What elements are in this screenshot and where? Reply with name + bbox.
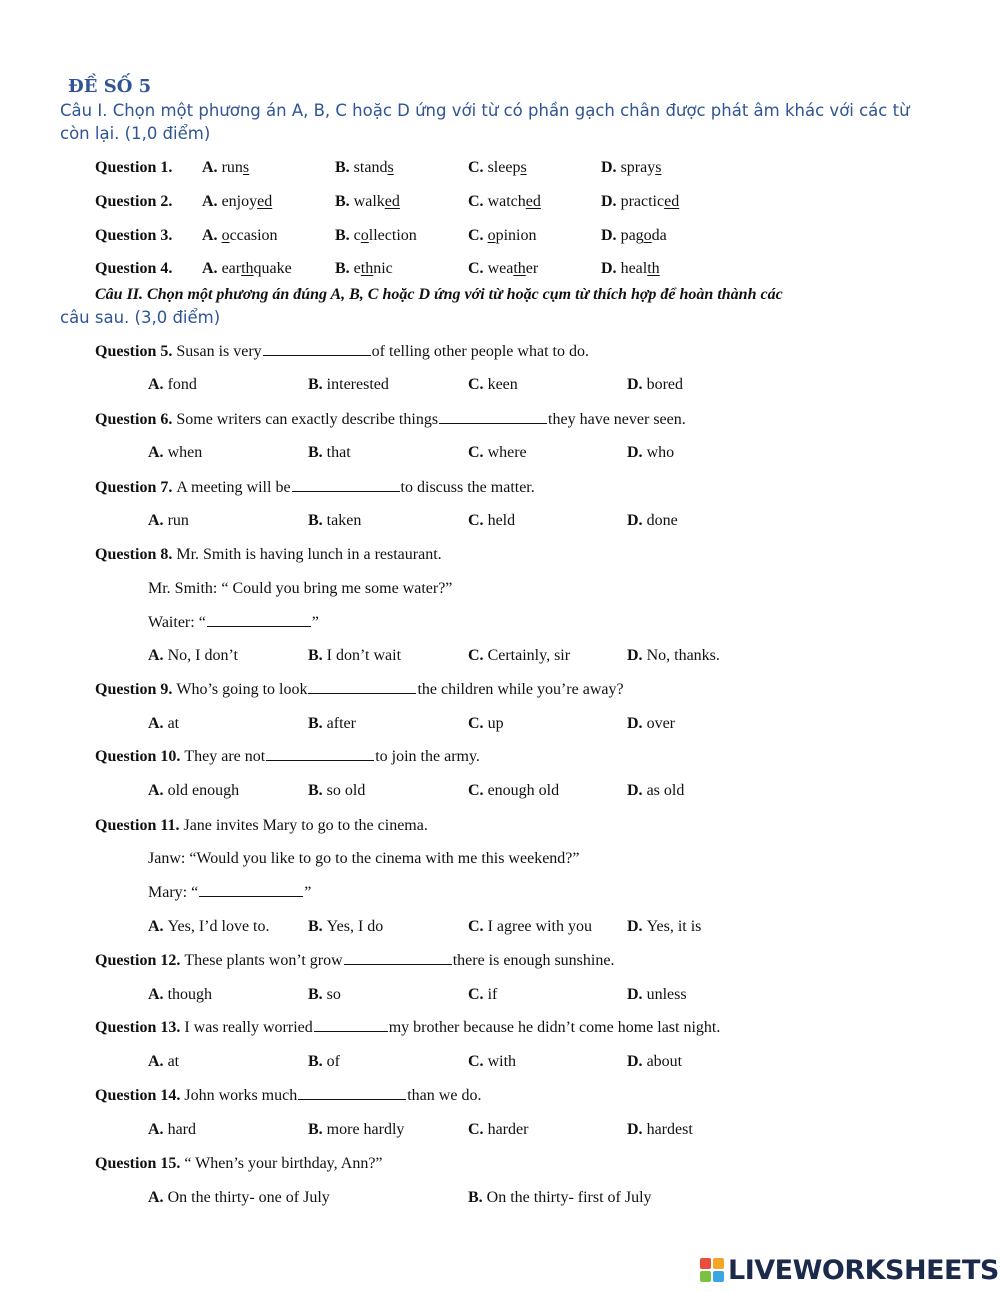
question-text-before: These plants won’t grow	[184, 952, 343, 969]
question-line	[95, 1153, 383, 1175]
question-text-after: of telling other people what to do.	[371, 343, 589, 360]
option-text: over	[646, 715, 675, 732]
question-line	[95, 544, 442, 566]
option-text: keen	[487, 376, 518, 393]
option-text: Certainly, sir	[487, 647, 571, 664]
text-line	[148, 578, 452, 600]
answer-option[interactable]	[308, 442, 351, 464]
answer-option[interactable]	[468, 374, 518, 396]
option-text: run	[167, 512, 189, 529]
option-letter: A.	[148, 512, 168, 529]
question-text-before: They are not	[184, 748, 266, 765]
option-letter: D.	[627, 512, 647, 529]
option-letter: A.	[148, 1189, 168, 1206]
answer-option[interactable]	[468, 442, 527, 464]
answer-option	[468, 225, 536, 247]
option-text: at	[167, 715, 180, 732]
option-letter: B.	[308, 918, 327, 935]
answer-option[interactable]	[627, 645, 720, 667]
option-letter: B.	[308, 647, 327, 664]
underlined-sound: th	[241, 260, 254, 277]
option-text-start: run	[221, 159, 243, 176]
option-text: where	[487, 444, 527, 461]
question-label: Question 9.	[95, 681, 177, 698]
question-text-after: to discuss the matter.	[400, 479, 535, 496]
option-text: that	[326, 444, 351, 461]
option-text: I don’t wait	[326, 647, 402, 664]
option-text-start: pag	[620, 227, 644, 244]
option-letter: D.	[601, 159, 621, 176]
option-letter: C.	[468, 260, 488, 277]
option-text: bored	[646, 376, 683, 393]
answer-option[interactable]	[148, 780, 239, 802]
answer-blank[interactable]	[308, 679, 416, 694]
option-letter: A.	[148, 986, 168, 1003]
option-letter: C.	[468, 782, 488, 799]
answer-option[interactable]	[308, 645, 401, 667]
option-text: so	[326, 986, 341, 1003]
section-1-instruction: Câu I. Chọn một phương án A, B, C hoặc D ứng với từ có phần gạch chân được phát âm khác với các từ	[60, 101, 910, 120]
answer-blank[interactable]	[207, 612, 311, 627]
option-letter: D.	[627, 782, 647, 799]
option-letter: C.	[468, 444, 488, 461]
option-letter: B.	[335, 159, 354, 176]
option-text-start: stand	[353, 159, 388, 176]
option-letter: A.	[202, 260, 222, 277]
question-text-before: Who’s going to look	[176, 681, 308, 698]
answer-option[interactable]	[148, 374, 197, 396]
option-letter: B.	[335, 227, 354, 244]
underlined-sound: ed	[384, 193, 400, 210]
option-letter: A.	[148, 444, 168, 461]
answer-blank[interactable]	[439, 409, 547, 424]
option-text: about	[646, 1053, 683, 1070]
question-text-after: to join the army.	[375, 748, 480, 765]
question-text-before: John works much	[184, 1087, 298, 1104]
answer-option[interactable]	[468, 1051, 516, 1073]
answer-option[interactable]	[148, 510, 189, 532]
dialogue-line: Mr. Smith: “ Could you bring me some water?”	[148, 580, 453, 597]
underlined-sound: s	[520, 159, 527, 176]
question-label: Question 2.	[95, 193, 173, 210]
option-text: with	[487, 1053, 517, 1070]
question-text: “ When’s your birthday, Ann?”	[184, 1155, 383, 1172]
option-letter: D.	[627, 1053, 647, 1070]
answer-option[interactable]	[308, 510, 361, 532]
answer-blank[interactable]	[344, 950, 452, 965]
option-letter: D.	[627, 647, 647, 664]
option-letter: C.	[468, 647, 488, 664]
option-letter: C.	[468, 193, 488, 210]
answer-option[interactable]	[468, 713, 504, 735]
answer-option[interactable]	[627, 780, 684, 802]
question-label: Question 7.	[95, 479, 177, 496]
logo-grid-icon	[700, 1258, 724, 1282]
question-label: Question 11.	[95, 817, 184, 834]
underlined-sound: th	[360, 260, 374, 277]
option-text-start: wea	[487, 260, 514, 277]
option-text-end: er	[525, 260, 539, 277]
question-label: Question 14.	[95, 1087, 185, 1104]
answer-option	[335, 157, 394, 179]
option-letter: B.	[308, 376, 327, 393]
option-text: done	[646, 512, 678, 529]
answer-option[interactable]	[148, 1187, 330, 1209]
answer-option[interactable]	[627, 713, 675, 735]
answer-option[interactable]	[308, 916, 383, 938]
answer-option	[335, 258, 393, 280]
question-label: Question 4.	[95, 260, 173, 277]
dialogue-line: Janw: “Would you like to go to the cinema with me this weekend?”	[148, 850, 580, 867]
answer-option[interactable]	[627, 916, 701, 938]
question-label: Question 3.	[95, 227, 173, 244]
option-letter: D.	[627, 376, 647, 393]
option-letter: C.	[468, 715, 488, 732]
option-text: more hardly	[326, 1121, 405, 1138]
option-letter: A.	[148, 715, 168, 732]
question-text-before: Susan is very	[176, 343, 262, 360]
answer-option[interactable]	[308, 984, 341, 1006]
option-text-end: llection	[368, 227, 417, 244]
underlined-sound: th	[647, 260, 660, 277]
option-letter: C.	[468, 159, 488, 176]
option-letter: B.	[308, 986, 327, 1003]
answer-option	[601, 191, 679, 213]
question-text-after: my brother because he didn’t come home last night.	[388, 1019, 721, 1036]
option-text: On the thirty- one of July	[167, 1189, 330, 1206]
option-text: hardest	[646, 1121, 693, 1138]
option-letter: A.	[202, 193, 222, 210]
option-text-start: practic	[620, 193, 665, 210]
answer-option	[468, 191, 541, 213]
option-letter: D.	[601, 227, 621, 244]
option-letter: A.	[148, 376, 168, 393]
option-letter: C.	[468, 227, 488, 244]
option-text: hard	[167, 1121, 196, 1138]
option-text-end: da	[651, 227, 667, 244]
answer-option[interactable]	[308, 1051, 340, 1073]
option-text-end: ccasion	[229, 227, 278, 244]
answer-option[interactable]	[148, 1119, 196, 1141]
option-text-end: quake	[253, 260, 292, 277]
question-label: Question 12.	[95, 952, 185, 969]
option-text: taken	[326, 512, 362, 529]
option-text: No, I don’t	[167, 647, 238, 664]
option-text: if	[487, 986, 498, 1003]
option-text: held	[487, 512, 516, 529]
question-text-after: the children while you’re away?	[417, 681, 624, 698]
answer-option	[202, 258, 292, 280]
option-letter: B.	[308, 715, 327, 732]
underlined-sound: o	[221, 227, 230, 244]
option-letter: D.	[627, 986, 647, 1003]
option-text: after	[326, 715, 356, 732]
text-line	[148, 612, 319, 634]
option-text: interested	[326, 376, 389, 393]
option-letter: B.	[308, 782, 327, 799]
answer-option[interactable]	[148, 645, 238, 667]
underlined-sound: o	[643, 227, 652, 244]
option-text: unless	[646, 986, 687, 1003]
option-letter: C.	[468, 512, 488, 529]
answer-option[interactable]	[308, 1119, 404, 1141]
answer-option[interactable]	[148, 1051, 179, 1073]
answer-option[interactable]	[468, 916, 592, 938]
logo-text: LIVEWORKSHEETS	[728, 1254, 999, 1286]
question-text-before: A meeting will be	[176, 479, 291, 496]
option-letter: A.	[202, 159, 222, 176]
answer-option	[601, 225, 667, 247]
option-letter: A.	[148, 918, 168, 935]
option-letter: B.	[308, 1121, 327, 1138]
option-letter: B.	[308, 512, 327, 529]
option-text: though	[167, 986, 213, 1003]
option-text-start: c	[353, 227, 361, 244]
question-text-after: than we do.	[407, 1087, 482, 1104]
option-text-start: watch	[487, 193, 526, 210]
answer-option	[601, 258, 660, 280]
answer-option	[202, 157, 249, 179]
text-line	[148, 882, 311, 904]
underlined-sound: o	[487, 227, 496, 244]
option-text-start: spray	[620, 159, 656, 176]
question-label: Question 13.	[95, 1019, 185, 1036]
answer-option[interactable]	[468, 510, 515, 532]
option-text: as old	[646, 782, 685, 799]
option-text-start: ear	[221, 260, 242, 277]
question-line	[95, 679, 624, 701]
question-line	[95, 950, 614, 972]
answer-option[interactable]	[148, 916, 270, 938]
option-text: No, thanks.	[646, 647, 720, 664]
answer-option[interactable]	[308, 780, 365, 802]
question-text: Jane invites Mary to go to the cinema.	[183, 817, 428, 834]
section-2-instruction: Câu II. Chọn một phương án đúng A, B, C hoặc D ứng với từ hoặc cụm từ thích hợp để hoàn thành các	[95, 286, 783, 303]
underlined-sound: s	[242, 159, 250, 176]
answer-option[interactable]	[308, 374, 389, 396]
question-line	[95, 815, 428, 837]
underlined-sound: s	[387, 159, 394, 176]
option-letter: C.	[468, 986, 488, 1003]
question-label: Question 8.	[95, 546, 177, 563]
option-text: Yes, it is	[646, 918, 702, 935]
answer-option	[202, 191, 272, 213]
option-letter: C.	[468, 376, 488, 393]
answer-option	[335, 191, 400, 213]
section-2-instruction-cont: câu sau. (3,0 điểm)	[60, 308, 221, 327]
option-letter: A.	[148, 1121, 168, 1138]
option-letter: D.	[627, 715, 647, 732]
answer-blank[interactable]	[263, 341, 371, 356]
liveworksheets-logo	[700, 1252, 999, 1288]
option-text: Yes, I do	[326, 918, 384, 935]
underlined-sound: s	[655, 159, 662, 176]
option-letter: B.	[308, 444, 327, 461]
answer-option[interactable]	[148, 984, 212, 1006]
underlined-sound: o	[360, 227, 369, 244]
option-text: enough old	[487, 782, 560, 799]
question-text-before: Some writers can exactly describe things	[176, 411, 439, 428]
question-text: Mr. Smith is having lunch in a restaurant.	[176, 546, 442, 563]
option-letter: B.	[308, 1053, 327, 1070]
option-text: fond	[167, 376, 197, 393]
answer-option[interactable]	[627, 510, 678, 532]
option-letter: A.	[148, 647, 168, 664]
answer-option	[468, 258, 538, 280]
option-text-start: walk	[353, 193, 385, 210]
answer-option[interactable]	[308, 713, 356, 735]
question-line	[95, 477, 535, 499]
option-letter: B.	[468, 1189, 487, 1206]
answer-blank[interactable]	[314, 1017, 388, 1032]
option-letter: D.	[627, 1121, 647, 1138]
option-text: up	[487, 715, 504, 732]
option-text: old enough	[167, 782, 240, 799]
option-letter: B.	[335, 193, 354, 210]
option-letter: A.	[202, 227, 222, 244]
option-text: Yes, I’d love to.	[167, 918, 270, 935]
dialogue-close: ”	[311, 614, 319, 631]
underlined-sound: ed	[257, 193, 273, 210]
option-letter: D.	[601, 193, 621, 210]
answer-option[interactable]	[468, 1187, 652, 1209]
option-text: On the thirty- first of July	[486, 1189, 652, 1206]
underlined-sound: ed	[525, 193, 541, 210]
option-text: harder	[487, 1121, 529, 1138]
question-text-before: I was really worried	[184, 1019, 313, 1036]
option-text-start: enjoy	[221, 193, 258, 210]
question-line	[95, 341, 589, 363]
answer-option	[335, 225, 417, 247]
option-letter: D.	[601, 260, 621, 277]
answer-blank[interactable]	[292, 477, 400, 492]
option-letter: C.	[468, 1053, 488, 1070]
question-label: Question 6.	[95, 411, 177, 428]
question-label: Question 10.	[95, 748, 185, 765]
answer-option	[468, 157, 527, 179]
answer-option[interactable]	[627, 1119, 693, 1141]
answer-option[interactable]	[627, 984, 687, 1006]
option-letter: C.	[468, 1121, 488, 1138]
option-text-start: sleep	[487, 159, 521, 176]
option-letter: A.	[148, 782, 168, 799]
dialogue-speaker: Waiter: “	[148, 614, 206, 631]
answer-option[interactable]	[627, 374, 683, 396]
answer-option[interactable]	[468, 984, 497, 1006]
question-line	[95, 1085, 481, 1107]
question-line	[95, 409, 686, 431]
underlined-sound: th	[513, 260, 526, 277]
section-1-instruction-cont: còn lại. (1,0 điểm)	[60, 124, 211, 143]
answer-blank[interactable]	[298, 1085, 406, 1100]
option-text-end: pinion	[495, 227, 537, 244]
underlined-sound: ed	[664, 193, 680, 210]
dialogue-speaker: Mary: “	[148, 884, 199, 901]
option-letter: D.	[627, 918, 647, 935]
option-text: I agree with you	[487, 918, 592, 935]
question-label: Question 15.	[95, 1155, 185, 1172]
question-label: Question 5.	[95, 343, 177, 360]
option-text: at	[167, 1053, 180, 1070]
question-text-after: there is enough sunshine.	[452, 952, 615, 969]
question-text-after: they have never seen.	[548, 411, 686, 428]
option-text: so old	[326, 782, 366, 799]
answer-option[interactable]	[468, 1119, 528, 1141]
question-line	[95, 746, 480, 768]
answer-option[interactable]	[627, 1051, 682, 1073]
option-text: when	[167, 444, 203, 461]
option-text-start: e	[353, 260, 361, 277]
question-label: Question 1.	[95, 159, 173, 176]
option-letter: C.	[468, 918, 488, 935]
option-letter: D.	[627, 444, 647, 461]
answer-option	[601, 157, 661, 179]
option-text-end: nic	[373, 260, 393, 277]
question-line	[95, 1017, 720, 1039]
text-line	[148, 848, 580, 870]
answer-blank[interactable]	[199, 882, 303, 897]
answer-option[interactable]	[468, 645, 570, 667]
option-text: of	[326, 1053, 340, 1070]
option-letter: A.	[148, 1053, 168, 1070]
answer-option[interactable]	[627, 442, 674, 464]
option-letter: B.	[335, 260, 354, 277]
page-title: ĐỀ SỐ 5	[68, 76, 152, 97]
answer-blank[interactable]	[266, 746, 374, 761]
option-text-start: heal	[620, 260, 648, 277]
answer-option[interactable]	[148, 713, 179, 735]
answer-option[interactable]	[148, 442, 202, 464]
answer-option[interactable]	[468, 780, 559, 802]
answer-option	[202, 225, 278, 247]
option-text: who	[646, 444, 675, 461]
dialogue-close: ”	[304, 884, 312, 901]
